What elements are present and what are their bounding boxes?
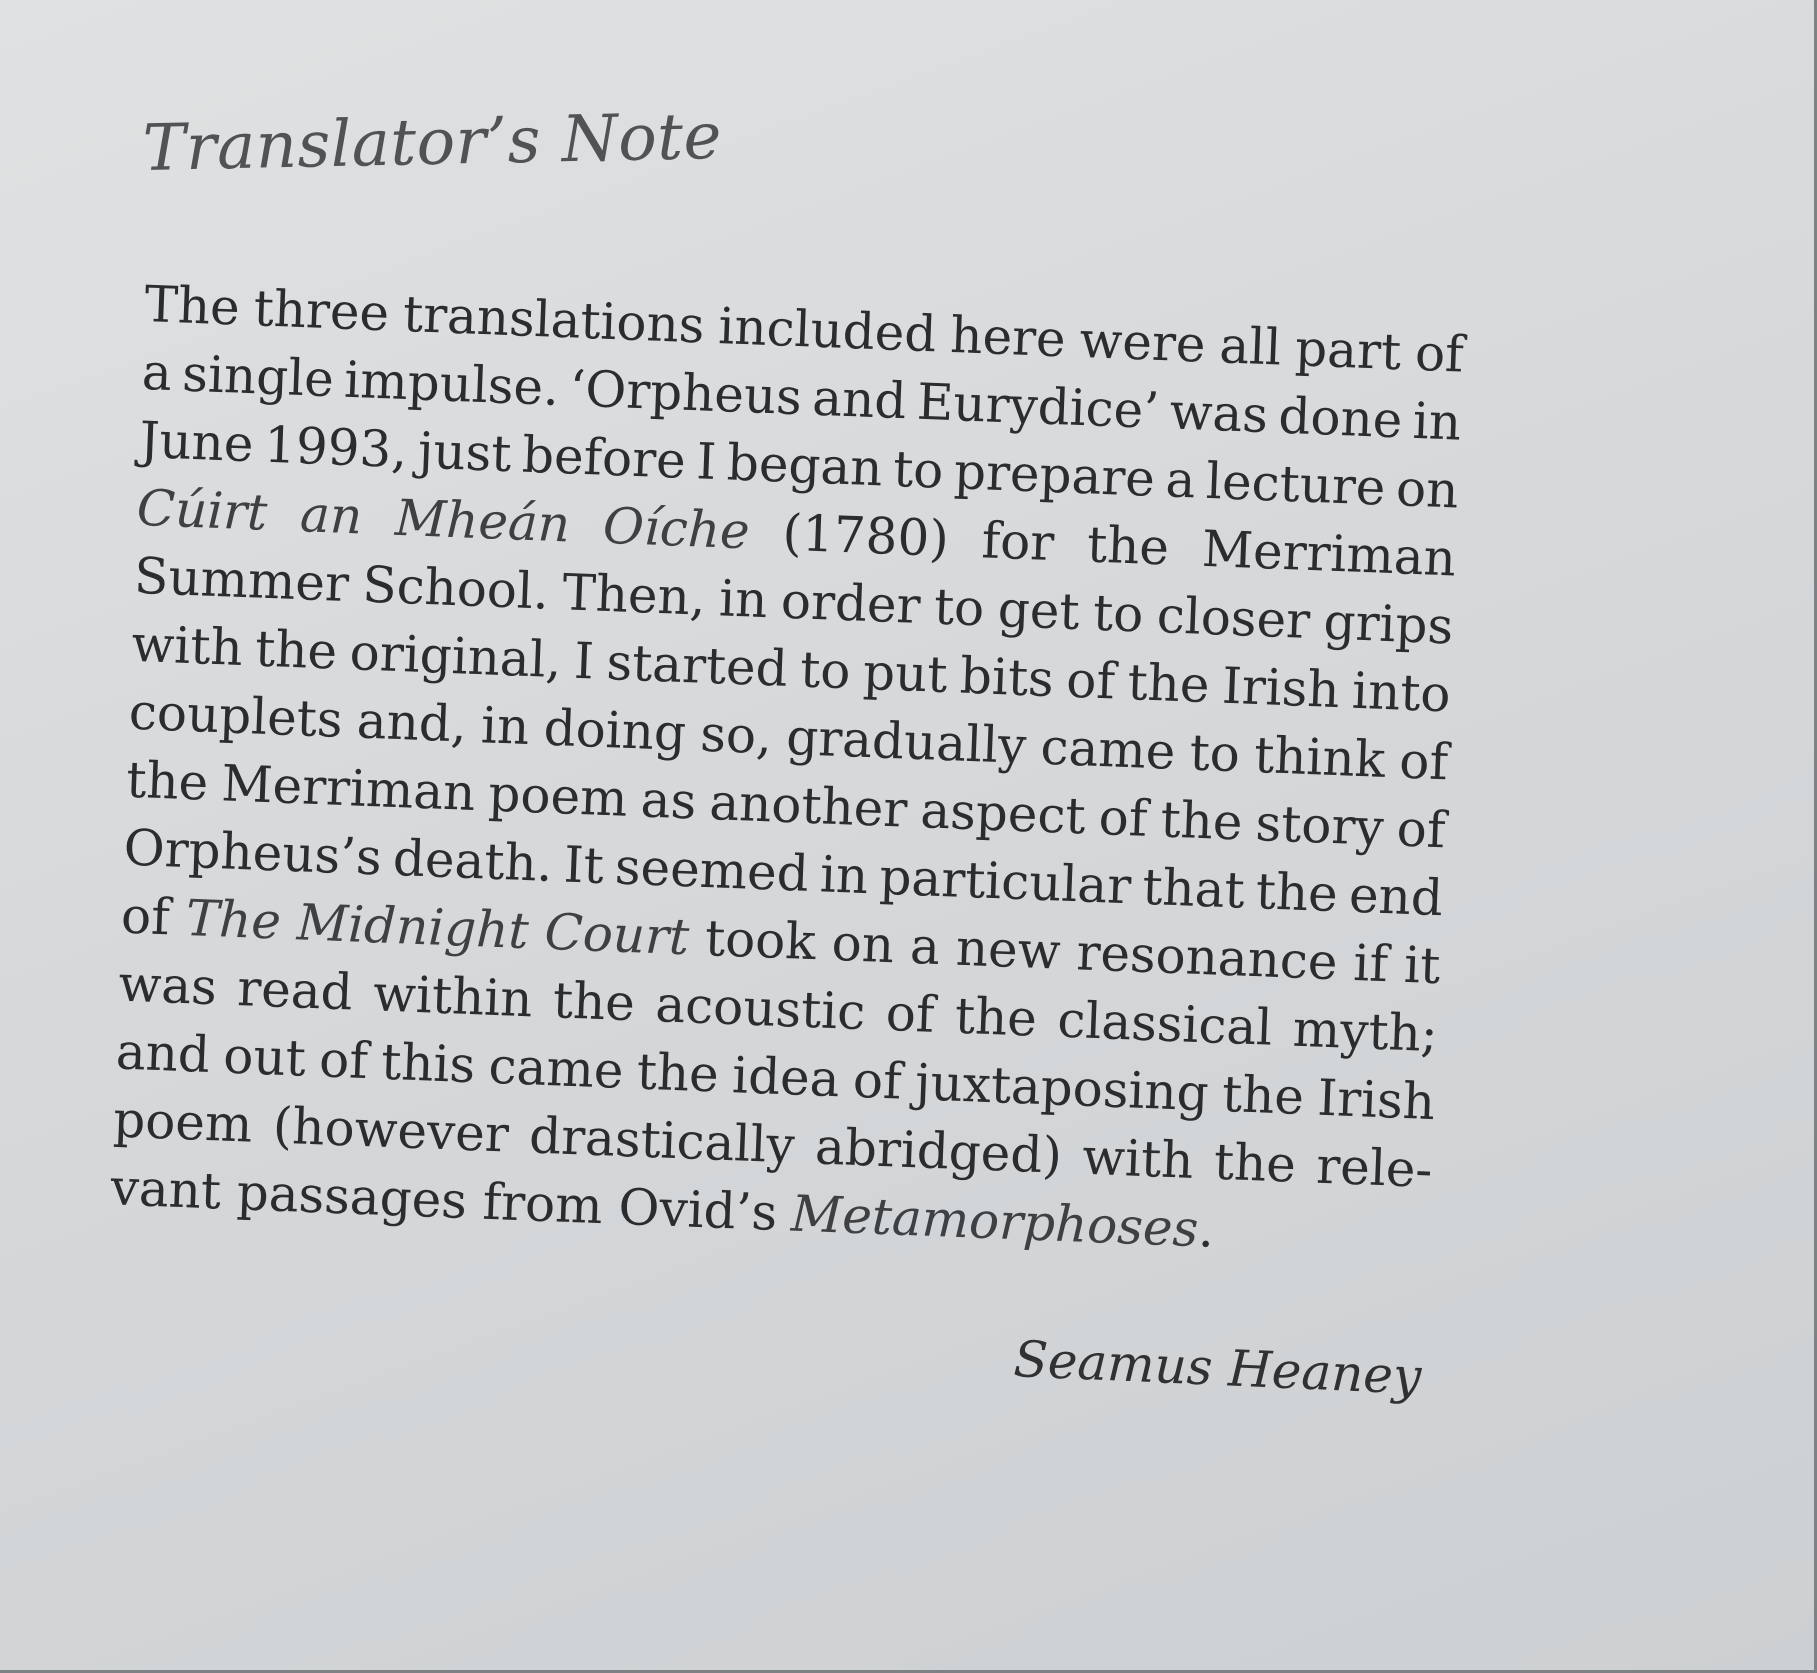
word: to xyxy=(1188,723,1242,784)
word: story xyxy=(1254,794,1385,857)
word: of xyxy=(318,1030,369,1091)
word: poem xyxy=(112,1090,254,1154)
word: this xyxy=(380,1032,477,1095)
word: classical xyxy=(1056,990,1274,1057)
word: put xyxy=(862,642,949,705)
word: of xyxy=(1065,650,1117,711)
word: another xyxy=(708,773,909,839)
page-title: Translator’s Note xyxy=(142,99,723,186)
word: in xyxy=(818,845,870,906)
word: idea xyxy=(731,1046,841,1109)
word: closer xyxy=(1155,586,1312,650)
word: came xyxy=(1039,717,1177,781)
word: aspect xyxy=(919,781,1087,846)
word: I xyxy=(573,631,596,691)
word: original, xyxy=(348,623,563,690)
word: part xyxy=(1294,319,1403,382)
line-text: (1780) xyxy=(781,503,950,568)
word: were xyxy=(1078,310,1207,374)
word: Merriman xyxy=(220,754,477,823)
word: to xyxy=(1092,583,1145,644)
italic-title-cuirt: an xyxy=(299,485,364,546)
word: with xyxy=(1081,1127,1195,1190)
word: acoustic xyxy=(654,975,867,1042)
word: read xyxy=(236,959,354,1022)
word: seemed xyxy=(613,837,810,903)
word: of xyxy=(1395,799,1447,860)
word: abridged) xyxy=(814,1117,1063,1185)
word: out xyxy=(222,1026,307,1088)
word: Irish xyxy=(1221,656,1341,720)
word: It xyxy=(562,835,605,895)
word: (however xyxy=(271,1096,510,1164)
word: the xyxy=(254,619,339,681)
word: couplets xyxy=(127,682,344,749)
word: ‘Orpheus xyxy=(568,359,803,427)
word: death. xyxy=(391,828,554,894)
word: of xyxy=(851,1050,903,1111)
word: began xyxy=(725,433,884,498)
line-text: for xyxy=(980,511,1056,573)
line-text: on xyxy=(830,913,896,975)
italic-title-metamorphoses: Metamorphoses xyxy=(790,1184,1200,1259)
word: Orpheus’s xyxy=(122,818,383,887)
word: done xyxy=(1277,386,1404,450)
word: on xyxy=(1395,459,1460,520)
word: drastically xyxy=(528,1106,796,1175)
word: that xyxy=(1141,857,1246,920)
word: just xyxy=(416,421,513,484)
word: in xyxy=(1411,391,1463,452)
word: lecture xyxy=(1205,451,1387,517)
word: before xyxy=(521,425,687,490)
word: in xyxy=(718,569,769,630)
word: came xyxy=(487,1036,625,1100)
word: here xyxy=(949,305,1067,369)
word: translations xyxy=(402,284,706,355)
word: the xyxy=(1254,862,1339,924)
word: I xyxy=(695,432,718,492)
word: a xyxy=(1164,450,1197,510)
word: Summer xyxy=(133,546,350,613)
word: Eurydice’ xyxy=(915,372,1161,440)
word: with xyxy=(130,614,244,677)
line-text: . xyxy=(1197,1200,1216,1259)
line-text: vant passages from Ovid’s xyxy=(109,1158,779,1242)
word: rele- xyxy=(1315,1136,1434,1200)
word: the xyxy=(953,986,1039,1048)
note-paragraph xyxy=(109,270,1465,1272)
word: the xyxy=(1126,653,1211,715)
italic-title-cuirt: Cúirt xyxy=(135,478,269,542)
word: and xyxy=(811,368,908,431)
line-text: new xyxy=(954,918,1062,981)
word: end xyxy=(1347,865,1444,928)
word: Irish xyxy=(1316,1068,1437,1132)
word: all xyxy=(1218,316,1283,377)
word: included xyxy=(717,297,938,364)
word: was xyxy=(117,954,218,1017)
word: myth; xyxy=(1291,999,1439,1064)
line-text: a xyxy=(909,916,942,976)
word: grips xyxy=(1322,592,1455,656)
word: of xyxy=(1398,731,1450,792)
word: the xyxy=(125,750,210,812)
word: started xyxy=(605,632,789,698)
word: of xyxy=(1414,323,1465,384)
word: single xyxy=(181,344,335,409)
word: doing xyxy=(542,698,688,763)
word: get xyxy=(996,579,1081,642)
line-text: resonance xyxy=(1075,923,1339,992)
word: the xyxy=(551,971,637,1033)
author-signature: Seamus Heaney xyxy=(1012,1330,1423,1406)
line-text: of xyxy=(120,886,171,947)
word: gradually xyxy=(785,707,1028,776)
line-text: it xyxy=(1403,935,1442,996)
italic-title-midnight-court: The xyxy=(184,889,283,951)
word: to xyxy=(892,439,945,500)
word: bits xyxy=(958,646,1055,709)
word: to xyxy=(932,577,986,638)
word: 1993, xyxy=(263,415,409,480)
italic-title-cuirt: Oíche xyxy=(601,496,751,561)
line-text: the xyxy=(1086,515,1171,577)
word: into xyxy=(1351,661,1452,724)
line-text: took xyxy=(704,908,817,972)
word: Then, xyxy=(561,563,707,627)
word: prepare xyxy=(953,442,1156,508)
italic-title-cuirt: Mheán xyxy=(394,488,572,554)
word: so, xyxy=(699,704,774,766)
word: the xyxy=(1159,790,1244,852)
word: and, xyxy=(355,691,468,754)
word: and xyxy=(114,1022,212,1085)
line-text: if xyxy=(1352,933,1390,994)
italic-title-midnight-court: Court xyxy=(543,902,691,967)
word: of xyxy=(1097,787,1149,848)
word: order xyxy=(779,571,922,635)
word: juxtaposing xyxy=(914,1053,1210,1123)
word: as xyxy=(639,770,698,831)
word: three xyxy=(252,279,391,343)
word: June xyxy=(138,410,255,474)
word: think xyxy=(1253,725,1387,789)
word: the xyxy=(1221,1064,1306,1127)
line-text: Merriman xyxy=(1200,519,1457,588)
word: of xyxy=(884,983,936,1044)
word: a xyxy=(140,342,173,403)
word: The xyxy=(143,274,241,337)
italic-title-midnight-court: Midnight xyxy=(295,893,530,961)
word: impulse. xyxy=(343,350,561,417)
word: within xyxy=(372,964,534,1029)
word: School. xyxy=(361,555,551,621)
word: the xyxy=(635,1042,720,1104)
word: to xyxy=(799,640,852,701)
word: particular xyxy=(878,847,1133,916)
word: in xyxy=(480,696,531,757)
word: was xyxy=(1168,382,1270,445)
word: poem xyxy=(487,764,629,828)
word: the xyxy=(1212,1132,1297,1194)
